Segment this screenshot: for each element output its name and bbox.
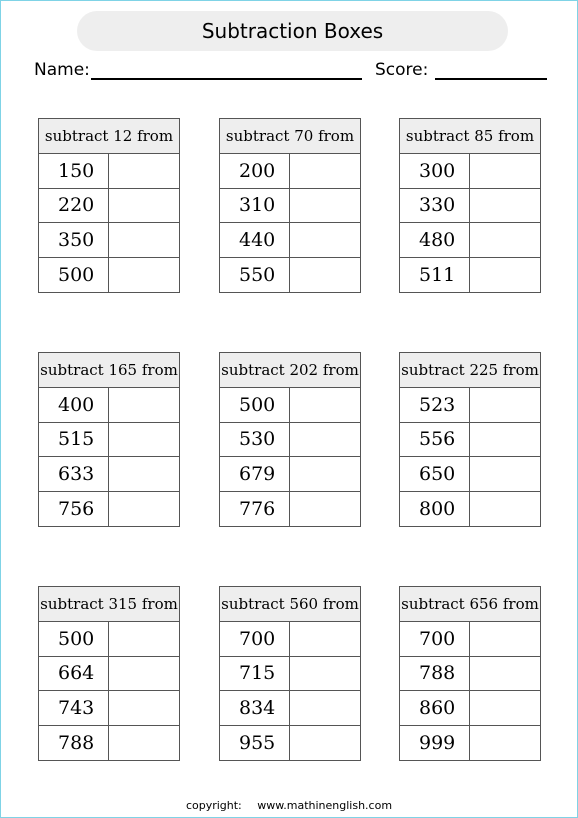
subtraction-box bbox=[38, 352, 180, 527]
box-row bbox=[220, 423, 360, 458]
answer-cell[interactable] bbox=[109, 423, 179, 457]
subtraction-box bbox=[399, 352, 541, 527]
start-number: 350 bbox=[39, 223, 109, 257]
answer-cell[interactable] bbox=[290, 258, 360, 292]
answer-cell[interactable] bbox=[470, 691, 540, 725]
answer-cell[interactable] bbox=[470, 726, 540, 760]
answer-cell[interactable] bbox=[109, 492, 179, 526]
name-input-line[interactable] bbox=[91, 78, 362, 80]
start-number: 788 bbox=[39, 726, 109, 760]
box-row bbox=[220, 388, 360, 423]
box-row bbox=[400, 691, 540, 726]
start-number: 150 bbox=[39, 154, 109, 188]
subtraction-box bbox=[219, 352, 361, 527]
subtraction-box bbox=[399, 586, 541, 761]
box-header: subtract 560 from bbox=[220, 587, 360, 622]
start-number: 834 bbox=[220, 691, 290, 725]
start-number: 556 bbox=[400, 423, 470, 457]
start-number: 955 bbox=[220, 726, 290, 760]
start-number: 330 bbox=[400, 189, 470, 223]
answer-cell[interactable] bbox=[109, 189, 179, 223]
start-number: 743 bbox=[39, 691, 109, 725]
answer-cell[interactable] bbox=[290, 726, 360, 760]
copyright-site: www.mathinenglish.com bbox=[257, 799, 393, 812]
box-row bbox=[220, 258, 360, 292]
answer-cell[interactable] bbox=[470, 622, 540, 656]
answer-cell[interactable] bbox=[109, 388, 179, 422]
box-header: subtract 202 from bbox=[220, 353, 360, 388]
answer-cell[interactable] bbox=[470, 423, 540, 457]
start-number: 515 bbox=[39, 423, 109, 457]
box-row bbox=[400, 223, 540, 258]
start-number: 500 bbox=[220, 388, 290, 422]
answer-cell[interactable] bbox=[470, 388, 540, 422]
start-number: 700 bbox=[400, 622, 470, 656]
answer-cell[interactable] bbox=[290, 154, 360, 188]
box-row bbox=[220, 154, 360, 189]
answer-cell[interactable] bbox=[109, 457, 179, 491]
answer-cell[interactable] bbox=[290, 223, 360, 257]
box-row bbox=[220, 492, 360, 526]
answer-cell[interactable] bbox=[290, 622, 360, 656]
start-number: 999 bbox=[400, 726, 470, 760]
copyright-label: copyright: bbox=[185, 799, 242, 812]
box-row bbox=[220, 457, 360, 492]
start-number: 500 bbox=[39, 622, 109, 656]
box-row bbox=[220, 189, 360, 224]
start-number: 310 bbox=[220, 189, 290, 223]
answer-cell[interactable] bbox=[470, 657, 540, 691]
answer-cell[interactable] bbox=[290, 691, 360, 725]
start-number: 664 bbox=[39, 657, 109, 691]
start-number: 523 bbox=[400, 388, 470, 422]
start-number: 480 bbox=[400, 223, 470, 257]
answer-cell[interactable] bbox=[470, 457, 540, 491]
score-label: Score: bbox=[375, 60, 429, 80]
start-number: 550 bbox=[220, 258, 290, 292]
box-row bbox=[220, 657, 360, 692]
box-row bbox=[400, 622, 540, 657]
box-row bbox=[39, 154, 179, 189]
start-number: 679 bbox=[220, 457, 290, 491]
box-row bbox=[39, 726, 179, 760]
answer-cell[interactable] bbox=[290, 457, 360, 491]
start-number: 800 bbox=[400, 492, 470, 526]
box-row bbox=[220, 223, 360, 258]
answer-cell[interactable] bbox=[109, 726, 179, 760]
box-row bbox=[400, 154, 540, 189]
box-row bbox=[220, 622, 360, 657]
answer-cell[interactable] bbox=[290, 492, 360, 526]
start-number: 440 bbox=[220, 223, 290, 257]
box-row bbox=[39, 691, 179, 726]
answer-cell[interactable] bbox=[470, 258, 540, 292]
answer-cell[interactable] bbox=[470, 492, 540, 526]
box-row bbox=[400, 388, 540, 423]
score-input-line[interactable] bbox=[435, 78, 547, 80]
start-number: 530 bbox=[220, 423, 290, 457]
start-number: 220 bbox=[39, 189, 109, 223]
box-header: subtract 225 from bbox=[400, 353, 540, 388]
box-row bbox=[39, 492, 179, 526]
box-header: subtract 12 from bbox=[39, 119, 179, 154]
start-number: 860 bbox=[400, 691, 470, 725]
box-header: subtract 70 from bbox=[220, 119, 360, 154]
box-row bbox=[400, 657, 540, 692]
start-number: 200 bbox=[220, 154, 290, 188]
box-row bbox=[39, 622, 179, 657]
box-header: subtract 165 from bbox=[39, 353, 179, 388]
start-number: 776 bbox=[220, 492, 290, 526]
subtraction-box bbox=[38, 118, 180, 293]
answer-cell[interactable] bbox=[290, 189, 360, 223]
start-number: 715 bbox=[220, 657, 290, 691]
copyright-footer bbox=[0, 799, 578, 812]
answer-cell[interactable] bbox=[109, 691, 179, 725]
box-row bbox=[220, 691, 360, 726]
answer-cell[interactable] bbox=[109, 154, 179, 188]
subtraction-box bbox=[219, 118, 361, 293]
box-row bbox=[400, 258, 540, 292]
name-label: Name: bbox=[34, 60, 90, 80]
box-row bbox=[39, 457, 179, 492]
worksheet-title: Subtraction Boxes bbox=[77, 11, 508, 51]
box-header: subtract 656 from bbox=[400, 587, 540, 622]
box-row bbox=[39, 189, 179, 224]
start-number: 400 bbox=[39, 388, 109, 422]
box-header: subtract 85 from bbox=[400, 119, 540, 154]
box-row bbox=[39, 388, 179, 423]
answer-cell[interactable] bbox=[109, 223, 179, 257]
box-row bbox=[400, 726, 540, 760]
start-number: 500 bbox=[39, 258, 109, 292]
subtraction-box bbox=[399, 118, 541, 293]
box-row bbox=[400, 189, 540, 224]
box-row bbox=[39, 258, 179, 292]
box-row bbox=[220, 726, 360, 760]
box-row bbox=[39, 223, 179, 258]
start-number: 650 bbox=[400, 457, 470, 491]
box-row bbox=[400, 492, 540, 526]
subtraction-box bbox=[219, 586, 361, 761]
answer-cell[interactable] bbox=[290, 423, 360, 457]
subtraction-box bbox=[38, 586, 180, 761]
box-row bbox=[39, 657, 179, 692]
answer-cell[interactable] bbox=[470, 189, 540, 223]
answer-cell[interactable] bbox=[109, 657, 179, 691]
start-number: 300 bbox=[400, 154, 470, 188]
start-number: 511 bbox=[400, 258, 470, 292]
answer-cell[interactable] bbox=[290, 657, 360, 691]
start-number: 633 bbox=[39, 457, 109, 491]
box-row bbox=[400, 457, 540, 492]
answer-cell[interactable] bbox=[109, 258, 179, 292]
start-number: 756 bbox=[39, 492, 109, 526]
box-header: subtract 315 from bbox=[39, 587, 179, 622]
answer-cell[interactable] bbox=[470, 223, 540, 257]
box-row bbox=[400, 423, 540, 458]
start-number: 788 bbox=[400, 657, 470, 691]
answer-cell[interactable] bbox=[109, 622, 179, 656]
answer-cell[interactable] bbox=[290, 388, 360, 422]
start-number: 700 bbox=[220, 622, 290, 656]
answer-cell[interactable] bbox=[470, 154, 540, 188]
box-row bbox=[39, 423, 179, 458]
